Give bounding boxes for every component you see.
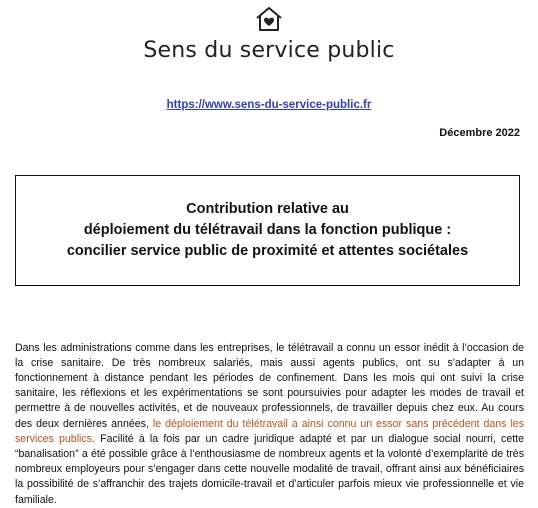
body-text-part-1: Dans les administrations comme dans les entreprises, le télétravail a connu un essor inédit à l’occasion de la crise sanitaire. De très nombreux salariés, mais aussi agents publics, ont su s’adapter à un fonctionnement à distance pendant les périodes de confinement. Dans les mois qui ont suivi la crise sanitaire, les réflexions et les expérimentations se sont poursuivies pour adapter les modes de travail et permettre à de nouvelles activités, et de nouveaux professionnels, de travailler depuis chez eux. Au cours des deux dernières années, — [15, 341, 524, 430]
website-link[interactable]: https://www.sens-du-service-public.fr — [166, 99, 372, 111]
brand-name: Sens du service public — [143, 38, 395, 63]
document-date: Décembre 2022 — [439, 127, 520, 139]
title-line-2: déploiement du télétravail dans la fonction publique : — [83, 222, 452, 238]
title-box — [15, 175, 520, 286]
logo — [0, 6, 538, 32]
title-line-3: concilier service public de proximité et attentes sociétales — [66, 243, 469, 259]
body-paragraph — [15, 341, 524, 508]
body-text-part-2: Facilité à la fois par un cadre juridique adapté et par un dialogue social nourri, cette “banalisation” a été possible grâce à l’enthousiasme de nombreux agents et la volonté d’exemplarité de très nombreux employeurs pour s’engager dans cette nouvelle modalité de travail, offrant ainsi aux bénéficiaires la possibilité de s’affranchir des trajets domicile-travail et d’articuler parfois mieux vie professionnelle et vie familiale. — [15, 432, 524, 506]
highlighted-text: le déploiement du télétravail a ainsi connu un essor sans précédent dans les services publics. — [15, 417, 524, 445]
title-line-1: Contribution relative au — [186, 201, 349, 217]
house-heart-icon — [254, 6, 284, 32]
